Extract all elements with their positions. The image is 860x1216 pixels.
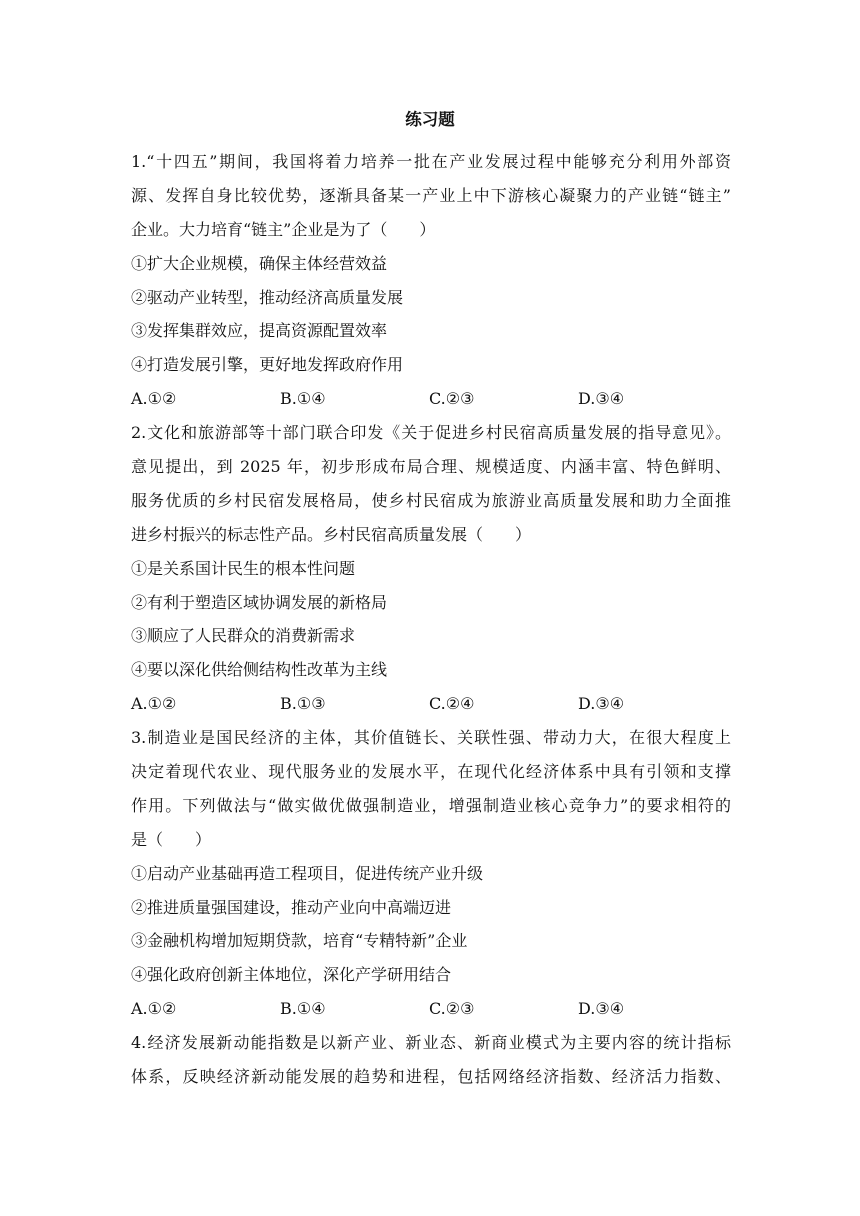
question-stem-line: 是（ ） <box>131 829 212 849</box>
question-1 <box>131 145 731 416</box>
statement-item: ④打造发展引擎，更好地发挥政府作用 <box>131 355 404 375</box>
statement-item: ④强化政府创新主体地位，深化产学研用结合 <box>131 965 452 985</box>
statement-item: ②有利于塑造区域协调发展的新格局 <box>131 592 388 612</box>
statement-item: ①扩大企业规模，确保主体经营效益 <box>131 253 388 273</box>
option-d: D.③④ <box>578 694 625 714</box>
answer-options <box>131 687 731 721</box>
question-stem-line: 作用。下列做法与“做实做优做强制造业，增强制造业核心竞争力”的要求相符的 <box>131 795 731 815</box>
option-b: B.①④ <box>280 999 326 1019</box>
option-c: C.②③ <box>429 999 475 1019</box>
statement-item: ③顺应了人民群众的消费新需求 <box>131 626 356 646</box>
option-a: A.①② <box>131 694 177 714</box>
question-stem-line: 企业。大力培育“链主”企业是为了（ ） <box>131 219 436 239</box>
option-c: C.②③ <box>429 389 475 409</box>
question-3 <box>131 721 731 1026</box>
option-c: C.②④ <box>429 694 475 714</box>
option-d: D.③④ <box>578 389 625 409</box>
answer-options <box>131 382 731 416</box>
statement-item: ②驱动产业转型，推动经济高质量发展 <box>131 287 404 307</box>
option-b: B.①③ <box>280 694 326 714</box>
option-a: A.①② <box>131 999 177 1019</box>
statement-item: ③发挥集群效应，提高资源配置效率 <box>131 321 388 341</box>
question-2 <box>131 416 731 721</box>
statement-item: ②推进质量强国建设，推动产业向中高端迈进 <box>131 897 452 917</box>
question-stem-line: 意见提出，到 2025 年，初步形成布局合理、规模适度、内涵丰富、特色鲜明、 <box>131 457 731 477</box>
option-a: A.①② <box>131 389 177 409</box>
question-stem-line: 2.文化和旅游部等十部门联合印发《关于促进乡村民宿高质量发展的指导意见》。 <box>131 423 731 443</box>
question-stem-line: 1.“十四五”期间，我国将着力培养一批在产业发展过程中能够充分利用外部资 <box>131 152 731 171</box>
question-stem-line: 服务优质的乡村民宿发展格局，使乡村民宿成为旅游业高质量发展和助力全面推 <box>131 490 731 510</box>
statement-item: ③金融机构增加短期贷款，培育“专精特新”企业 <box>131 931 468 951</box>
question-stem-line: 体系，反映经济新动能发展的趋势和进程，包括网络经济指数、经济活力指数、 <box>131 1067 731 1087</box>
question-stem-line: 3.制造业是国民经济的主体，其价值链长、关联性强、带动力大，在很大程度上 <box>131 728 731 748</box>
option-b: B.①④ <box>280 389 326 409</box>
question-stem-line: 源、发挥自身比较优势，逐渐具备某一产业上中下游核心凝聚力的产业链“链主” <box>131 185 731 205</box>
answer-options <box>131 992 731 1026</box>
question-stem-line: 进乡村振兴的标志性产品。乡村民宿高质量发展（ ） <box>131 524 532 544</box>
question-4 <box>131 1026 731 1094</box>
statement-item: ①是关系国计民生的根本性问题 <box>131 558 356 578</box>
question-stem-line: 4.经济发展新动能指数是以新产业、新业态、新商业模式为主要内容的统计指标 <box>131 1033 731 1053</box>
question-stem-line: 决定着现代农业、现代服务业的发展水平，在现代化经济体系中具有引领和支撑 <box>131 762 731 782</box>
option-d: D.③④ <box>578 999 625 1019</box>
question-list <box>131 145 731 1094</box>
statement-item: ①启动产业基础再造工程项目，促进传统产业升级 <box>131 863 484 883</box>
statement-item: ④要以深化供给侧结构性改革为主线 <box>131 660 388 680</box>
page-title: 练习题 <box>405 110 455 129</box>
